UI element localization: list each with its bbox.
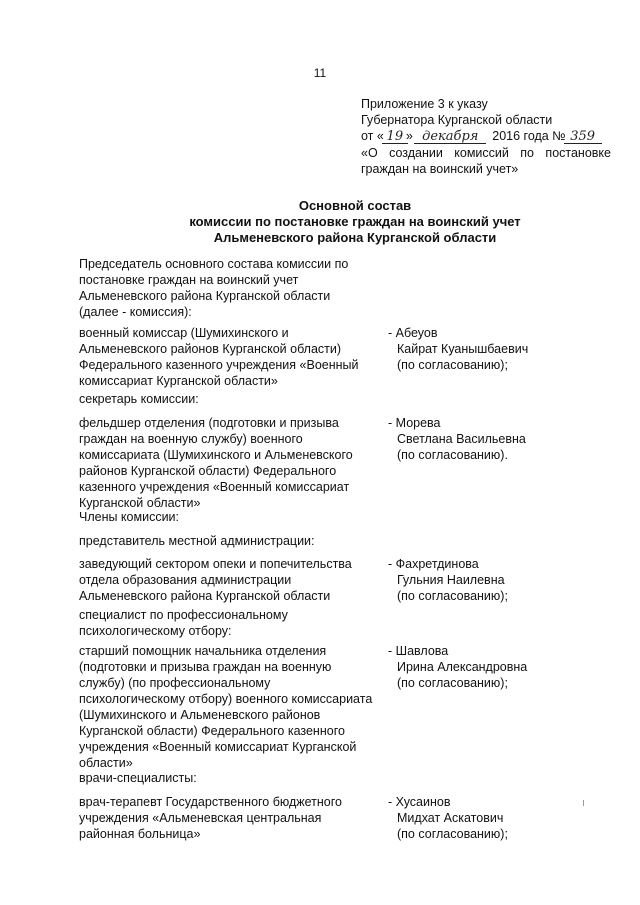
local-admin-heading-text: представитель местной администрации: (79, 534, 315, 548)
secretary-position-line: фельдшер отделения (подготовки и призыва (79, 416, 339, 430)
local-admin-position (79, 556, 379, 604)
date-prefix: от « (361, 129, 384, 143)
psych-position (79, 643, 379, 771)
appendix-line-2: Губернатора Курганской области (361, 113, 553, 127)
chairman-given-name: Кайрат Куанышбаевич (397, 342, 529, 356)
doctor-position-line: учреждения «Альменевская центральная (79, 811, 322, 825)
psych-heading (79, 607, 379, 639)
psych-position-line: (Шумихинского и Альменевского районов (79, 708, 321, 722)
scan-mark (583, 800, 584, 806)
title-line-3: Альменевского района Курганской области (213, 230, 497, 245)
psych-heading-line: психологическому отбору: (79, 624, 232, 638)
local-admin-name (388, 556, 588, 604)
handwritten-month: декабря (416, 129, 484, 145)
psych-given-name: Ирина Александровна (397, 660, 528, 674)
appendix-header (361, 96, 611, 177)
secretary-position (79, 415, 379, 511)
chairman-position-line: комиссариат Курганской области» (79, 374, 278, 388)
appendix-subject-line-1: «О создании комиссий по постановке (361, 146, 611, 160)
psych-position-line: (подготовки и призыва граждан на военную (79, 660, 332, 674)
members-heading-text: Члены комиссии: (79, 510, 180, 524)
doctor-agreement: (по согласованию); (397, 827, 508, 841)
appendix-subject-line-2: граждан на воинский учет» (361, 162, 519, 176)
chairman-position (79, 325, 379, 389)
secretary-position-line: Курганской области» (79, 496, 201, 510)
appendix-line-1: Приложение 3 к указу (361, 97, 488, 111)
chairman-intro-line: Альменевского района Курганской области (79, 289, 331, 303)
date-year: 2016 года № (492, 129, 566, 143)
psych-position-line: области» (79, 756, 133, 770)
title-line-1: Основной состав (298, 198, 412, 213)
secretary-agreement: (по согласованию). (397, 448, 508, 462)
local-admin-surname: - Фахретдинова (388, 557, 479, 571)
secretary-heading-text: секретарь комиссии: (79, 392, 199, 406)
psych-surname: - Шавлова (388, 644, 449, 658)
title-line-2: комиссии по постановке граждан на воинский учет (189, 214, 521, 229)
doctor-surname: - Хусаинов (388, 795, 451, 809)
doctor-given-name: Мидхат Аскатович (397, 811, 504, 825)
psych-position-line: психологическому отбору) военного комиссариата (79, 692, 373, 706)
secretary-given-name: Светлана Васильевна (397, 432, 526, 446)
doctors-heading-text: врачи-специалисты: (79, 771, 197, 785)
psych-position-line: Курганской области) Федерального казенного (79, 724, 345, 738)
chairman-position-line: Федерального казенного учреждения «Военный (79, 358, 359, 372)
secretary-name (388, 415, 588, 463)
handwritten-day: 19 (384, 129, 406, 145)
page-number: 11 (313, 66, 327, 80)
psych-position-line: старший помощник начальника отделения (79, 644, 327, 658)
chairman-position-line: Альменевского районов Курганской области) (79, 342, 342, 356)
doctor-position-line: врач-терапевт Государственного бюджетного (79, 795, 343, 809)
local-admin-heading (79, 533, 315, 549)
secretary-heading (79, 391, 199, 407)
chairman-surname: - Абеуов (388, 326, 438, 340)
psych-position-line: учреждения «Военный комиссариат Курганской (79, 740, 357, 754)
chairman-name (388, 325, 588, 373)
chairman-agreement: (по согласованию); (397, 358, 508, 372)
document-title (120, 198, 590, 246)
members-heading (79, 509, 179, 525)
psych-name (388, 643, 588, 691)
secretary-position-line: казенного учреждения «Военный комиссариат (79, 480, 350, 494)
doctor-name (388, 794, 588, 842)
chairman-intro-line: постановке граждан на воинский учет (79, 273, 299, 287)
local-admin-agreement: (по согласованию); (397, 589, 508, 603)
appendix-date-line (361, 128, 611, 145)
doctor-position-line: районная больница» (79, 827, 201, 841)
handwritten-number: 359 (566, 129, 600, 145)
chairman-intro-line: Председатель основного состава комиссии по (79, 257, 349, 271)
date-quote-close: » (405, 129, 413, 143)
psych-agreement: (по согласованию); (397, 676, 508, 690)
psych-heading-line: специалист по профессиональному (79, 608, 288, 622)
local-admin-position-line: Альменевского района Курганской области (79, 589, 331, 603)
chairman-intro (79, 256, 379, 320)
secretary-position-line: комиссариата (Шумихинского и Альменевского (79, 448, 353, 462)
chairman-intro-line: (далее - комиссия): (79, 305, 192, 319)
chairman-position-line: военный комиссар (Шумихинского и (79, 326, 289, 340)
doctor-position (79, 794, 379, 842)
secretary-position-line: районов Курганской области) Федерального (79, 464, 337, 478)
psych-position-line: службу) (по профессиональному (79, 676, 271, 690)
local-admin-position-line: заведующий сектором опеки и попечительства (79, 557, 352, 571)
secretary-surname: - Морева (388, 416, 441, 430)
doctors-heading (79, 770, 197, 786)
secretary-position-line: граждан на военную службу) военного (79, 432, 303, 446)
local-admin-given-name: Гульния Наилевна (397, 573, 505, 587)
local-admin-position-line: отдела образования администрации (79, 573, 292, 587)
